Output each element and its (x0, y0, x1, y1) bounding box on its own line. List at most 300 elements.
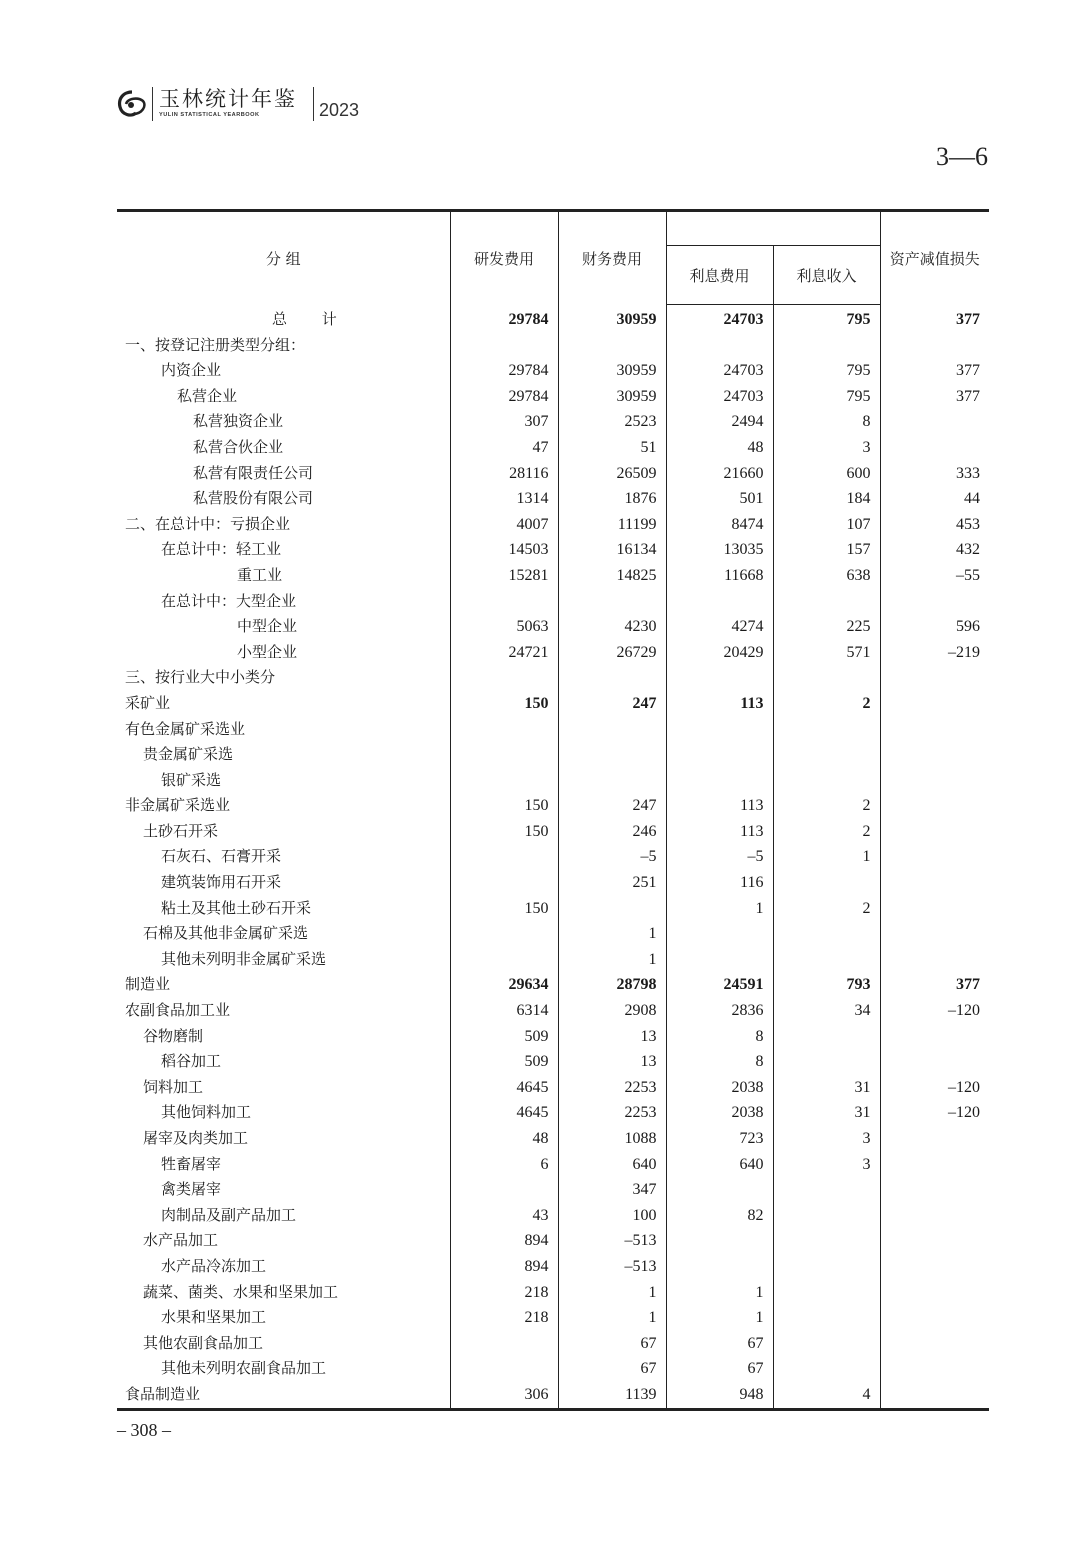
row-label: 石棉及其他非金属矿采选 (143, 924, 309, 943)
cell-value: 4230 (558, 614, 666, 640)
cell-value: 24591 (666, 972, 773, 998)
cell-value (773, 768, 880, 794)
cell-value: 3 (773, 1126, 880, 1152)
col-header-finance: 财务费用 (558, 211, 666, 305)
cell-value (450, 768, 558, 794)
cell-value: 67 (666, 1356, 773, 1382)
table-row (117, 461, 989, 487)
row-label: 禽类屠宰 (161, 1180, 222, 1199)
cell-value (773, 870, 880, 896)
row-label: 牲畜屠宰 (161, 1154, 222, 1173)
cell-value: –5 (558, 844, 666, 870)
row-label: 中型企业 (237, 617, 298, 636)
row-label: 重工业 (237, 565, 283, 584)
cell-value (773, 1024, 880, 1050)
cell-value: 2836 (666, 998, 773, 1024)
cell-value (880, 1049, 989, 1075)
cell-value: 2 (773, 691, 880, 717)
cell-value: 2 (773, 793, 880, 819)
cell-value (666, 1228, 773, 1254)
cell-value: 247 (558, 793, 666, 819)
cell-value: 14825 (558, 563, 666, 589)
table-row (117, 384, 989, 410)
cell-value: 1139 (558, 1382, 666, 1409)
cell-value (880, 768, 989, 794)
row-label: 稻谷加工 (161, 1052, 222, 1071)
table-row (117, 819, 989, 845)
cell-value: –5 (666, 844, 773, 870)
table-row (117, 1254, 989, 1280)
cell-value: 1 (558, 947, 666, 973)
cell-value: 251 (558, 870, 666, 896)
row-label: 水果和坚果加工 (161, 1308, 267, 1327)
cell-value: –120 (880, 998, 989, 1024)
cell-value: –513 (558, 1228, 666, 1254)
cell-value: 1 (558, 921, 666, 947)
table-row (117, 1024, 989, 1050)
cell-value: 14503 (450, 537, 558, 563)
cell-value: 793 (773, 972, 880, 998)
cell-value (880, 665, 989, 691)
cell-value: 5063 (450, 614, 558, 640)
cell-value (773, 1331, 880, 1357)
cell-value: 184 (773, 486, 880, 512)
cell-value: 13 (558, 1049, 666, 1075)
row-label: 制造业 (125, 975, 171, 994)
cell-value: 15281 (450, 563, 558, 589)
cell-value: 3 (773, 435, 880, 461)
cell-value (773, 333, 880, 359)
cell-value: 28798 (558, 972, 666, 998)
cell-value: 509 (450, 1049, 558, 1075)
cell-value: 638 (773, 563, 880, 589)
cell-value (880, 717, 989, 743)
row-label: 私营有限责任公司 (193, 463, 314, 482)
cell-value: 26509 (558, 461, 666, 487)
cell-value: 894 (450, 1228, 558, 1254)
row-label: 其他未列明农副食品加工 (161, 1359, 327, 1378)
cell-value: –55 (880, 563, 989, 589)
cell-value: 2253 (558, 1075, 666, 1101)
cell-value (450, 870, 558, 896)
row-label: 三、按行业大中小类分 (125, 668, 276, 687)
cell-value: 2038 (666, 1075, 773, 1101)
cell-value (666, 921, 773, 947)
table-row (117, 1126, 989, 1152)
cell-value (880, 844, 989, 870)
table-row (117, 589, 989, 615)
cell-value: 150 (450, 691, 558, 717)
yearbook-year: 2023 (313, 87, 359, 121)
row-label: 在总计中：大型企业 (161, 591, 297, 610)
cell-value (880, 409, 989, 435)
cell-value: 347 (558, 1177, 666, 1203)
row-label: 蔬菜、菌类、水果和坚果加工 (143, 1282, 339, 1301)
cell-value: –513 (558, 1254, 666, 1280)
cell-value: 20429 (666, 640, 773, 666)
row-label: 银矿采选 (161, 770, 222, 789)
col-header-interest-inc: 利息收入 (773, 246, 880, 305)
cell-value: 2 (773, 896, 880, 922)
page-header (116, 84, 359, 124)
cell-value: 24703 (666, 358, 773, 384)
table-row (117, 896, 989, 922)
row-label: 非金属矿采选业 (125, 796, 231, 815)
cell-value (666, 589, 773, 615)
cell-value (880, 1126, 989, 1152)
cell-value (450, 333, 558, 359)
row-label: 农副食品加工业 (125, 1001, 231, 1020)
cell-value: 11668 (666, 563, 773, 589)
cell-value: 30959 (558, 384, 666, 410)
cell-value (773, 1305, 880, 1331)
row-label: 饲料加工 (143, 1077, 204, 1096)
cell-value: 2 (773, 819, 880, 845)
cell-value (773, 717, 880, 743)
row-label: 有色金属矿采选业 (125, 719, 246, 738)
table-row (117, 1075, 989, 1101)
data-table (117, 209, 989, 1411)
cell-value: 150 (450, 819, 558, 845)
yearbook-logo-icon (116, 89, 148, 119)
cell-value: 501 (666, 486, 773, 512)
row-label: 一、按登记注册类型分组： (125, 335, 306, 354)
cell-value: 377 (880, 358, 989, 384)
cell-value: 113 (666, 691, 773, 717)
row-label: 在总计中：轻工业 (161, 540, 282, 559)
row-label: 粘土及其他土砂石开采 (161, 898, 312, 917)
table-row (117, 640, 989, 666)
row-label: 采矿业 (125, 693, 171, 712)
row-label: 肉制品及副产品加工 (161, 1205, 297, 1224)
cell-value (450, 717, 558, 743)
cell-value: 640 (558, 1152, 666, 1178)
row-label: 内资企业 (161, 361, 222, 380)
cell-value: 1 (558, 1305, 666, 1331)
cell-value (450, 921, 558, 947)
cell-value: 8474 (666, 512, 773, 538)
cell-value: 67 (558, 1331, 666, 1357)
table-row (117, 665, 989, 691)
cell-value: 16134 (558, 537, 666, 563)
cell-value (880, 793, 989, 819)
cell-value: 1 (666, 1280, 773, 1306)
table-number: 3—6 (936, 142, 988, 171)
cell-value (450, 1356, 558, 1382)
cell-value (558, 742, 666, 768)
row-label: 私营合伙企业 (193, 437, 284, 456)
cell-value: 150 (450, 793, 558, 819)
cell-value (773, 947, 880, 973)
cell-value: 82 (666, 1203, 773, 1229)
cell-value: 100 (558, 1203, 666, 1229)
cell-value: 795 (773, 305, 880, 333)
table-row (117, 998, 989, 1024)
cell-value: 48 (666, 435, 773, 461)
table-row (117, 717, 989, 743)
cell-value (880, 947, 989, 973)
cell-value: –219 (880, 640, 989, 666)
cell-value (558, 768, 666, 794)
page-number: – 308 – (117, 1420, 171, 1440)
cell-value (666, 717, 773, 743)
cell-value (773, 1177, 880, 1203)
cell-value: 29784 (450, 384, 558, 410)
cell-value: 28116 (450, 461, 558, 487)
cell-value: 29784 (450, 305, 558, 333)
cell-value: 6 (450, 1152, 558, 1178)
row-label: 谷物磨制 (143, 1026, 204, 1045)
cell-value: 29784 (450, 358, 558, 384)
cell-value: 1314 (450, 486, 558, 512)
row-label: 其他农副食品加工 (143, 1333, 264, 1352)
cell-value: 113 (666, 793, 773, 819)
data-table-wrap (117, 209, 989, 1411)
table-row (117, 537, 989, 563)
table-row (117, 1100, 989, 1126)
table-row (117, 305, 989, 333)
cell-value: 11199 (558, 512, 666, 538)
cell-value (773, 1203, 880, 1229)
cell-value: 432 (880, 537, 989, 563)
table-body (117, 305, 989, 1410)
cell-value (773, 742, 880, 768)
cell-value (880, 1356, 989, 1382)
row-label: 石灰石、石膏开采 (161, 847, 282, 866)
cell-value: 1 (666, 1305, 773, 1331)
cell-value (773, 1049, 880, 1075)
cell-value: 4274 (666, 614, 773, 640)
cell-value (880, 742, 989, 768)
col-header-impairment: 资产减值损失 (880, 211, 989, 305)
row-label: 其他未列明非金属矿采选 (161, 949, 327, 968)
cell-value: 225 (773, 614, 880, 640)
cell-value: 1 (558, 1280, 666, 1306)
cell-value: 24703 (666, 305, 773, 333)
cell-value: 2494 (666, 409, 773, 435)
col-header-group: 分 组 (117, 211, 450, 305)
cell-value (880, 1305, 989, 1331)
cell-value: 377 (880, 305, 989, 333)
cell-value: 4645 (450, 1075, 558, 1101)
cell-value: 2908 (558, 998, 666, 1024)
row-label: 私营股份有限公司 (193, 489, 314, 508)
cell-value: 246 (558, 819, 666, 845)
cell-value: 29634 (450, 972, 558, 998)
cell-value (773, 589, 880, 615)
cell-value: 509 (450, 1024, 558, 1050)
cell-value: 48 (450, 1126, 558, 1152)
cell-value: 306 (450, 1382, 558, 1409)
cell-value: 34 (773, 998, 880, 1024)
cell-value (450, 1331, 558, 1357)
row-label: 贵金属矿采选 (143, 745, 234, 764)
cell-value: 2523 (558, 409, 666, 435)
table-row (117, 691, 989, 717)
table-row (117, 1049, 989, 1075)
table-row (117, 1356, 989, 1382)
table-row (117, 768, 989, 794)
row-label: 水产品冷冻加工 (161, 1256, 267, 1275)
row-label: 私营独资企业 (193, 412, 284, 431)
table-row (117, 1305, 989, 1331)
table-row (117, 1280, 989, 1306)
row-label: 二、在总计中：亏损企业 (125, 514, 291, 533)
table-row (117, 435, 989, 461)
cell-value: 1088 (558, 1126, 666, 1152)
cell-value: 157 (773, 537, 880, 563)
cell-value (450, 844, 558, 870)
cell-value: 24703 (666, 384, 773, 410)
cell-value: 44 (880, 486, 989, 512)
row-label: 食品制造业 (117, 1382, 450, 1409)
row-label: 私营企业 (177, 386, 238, 405)
cell-value: 13 (558, 1024, 666, 1050)
cell-value: 21660 (666, 461, 773, 487)
cell-value: 26729 (558, 640, 666, 666)
cell-value: 1 (773, 844, 880, 870)
cell-value: 453 (880, 512, 989, 538)
table-row (117, 1228, 989, 1254)
cell-value: 4007 (450, 512, 558, 538)
cell-value: 1876 (558, 486, 666, 512)
table-row (117, 563, 989, 589)
cell-value: 600 (773, 461, 880, 487)
cell-value (773, 1254, 880, 1280)
table-row (117, 1203, 989, 1229)
cell-value: 1 (666, 896, 773, 922)
table-row (117, 333, 989, 359)
cell-value (880, 1152, 989, 1178)
cell-value: 67 (666, 1331, 773, 1357)
cell-value: 4 (773, 1382, 880, 1409)
cell-value (558, 717, 666, 743)
cell-value: 113 (666, 819, 773, 845)
cell-value: 8 (666, 1049, 773, 1075)
cell-value (450, 947, 558, 973)
cell-value: 30959 (558, 305, 666, 333)
cell-value: 4645 (450, 1100, 558, 1126)
yearbook-title (152, 87, 309, 121)
cell-value: –120 (880, 1075, 989, 1101)
table-row (117, 512, 989, 538)
table-row (117, 358, 989, 384)
cell-value (880, 435, 989, 461)
cell-value (558, 665, 666, 691)
cell-value: 47 (450, 435, 558, 461)
table-row (117, 793, 989, 819)
table-row (117, 1382, 989, 1409)
col-header-rd: 研发费用 (450, 211, 558, 305)
cell-value: 795 (773, 358, 880, 384)
cell-value: 8 (773, 409, 880, 435)
cell-value (558, 896, 666, 922)
cell-value (773, 1280, 880, 1306)
cell-value: 30959 (558, 358, 666, 384)
cell-value: 2038 (666, 1100, 773, 1126)
cell-value: 24721 (450, 640, 558, 666)
table-row (117, 870, 989, 896)
cell-value (666, 742, 773, 768)
cell-value: 247 (558, 691, 666, 717)
row-label: 水产品加工 (143, 1231, 219, 1250)
cell-value: 51 (558, 435, 666, 461)
cell-value (666, 947, 773, 973)
table-row (117, 921, 989, 947)
cell-value (880, 921, 989, 947)
cell-value (450, 589, 558, 615)
cell-value (558, 589, 666, 615)
col-header-finance-sub-blank (666, 211, 773, 246)
cell-value (880, 1280, 989, 1306)
table-row (117, 1331, 989, 1357)
title-cn: 玉林统计年鉴 (159, 87, 297, 111)
cell-value (666, 333, 773, 359)
table-row (117, 947, 989, 973)
cell-value: 333 (880, 461, 989, 487)
cell-value: 67 (558, 1356, 666, 1382)
cell-value (880, 589, 989, 615)
row-label: 其他饲料加工 (161, 1103, 252, 1122)
cell-value: 13035 (666, 537, 773, 563)
cell-value: 8 (666, 1024, 773, 1050)
cell-value (880, 870, 989, 896)
cell-value: 894 (450, 1254, 558, 1280)
cell-value (880, 1024, 989, 1050)
row-label: 土砂石开采 (143, 821, 219, 840)
cell-value (880, 691, 989, 717)
row-label: 屠宰及肉类加工 (143, 1129, 249, 1147)
cell-value: 116 (666, 870, 773, 896)
table-row (117, 972, 989, 998)
cell-value (880, 1228, 989, 1254)
cell-value (880, 1331, 989, 1357)
col-header-finance-sub-blank-2 (773, 211, 880, 246)
cell-value (880, 1177, 989, 1203)
cell-value: 307 (450, 409, 558, 435)
cell-value: 31 (773, 1100, 880, 1126)
cell-value (880, 1203, 989, 1229)
title-en: YULIN STATISTICAL YEARBOOK (159, 112, 260, 118)
cell-value (880, 819, 989, 845)
cell-value: 218 (450, 1305, 558, 1331)
table-row (117, 1152, 989, 1178)
cell-value (558, 333, 666, 359)
cell-value (773, 921, 880, 947)
row-label: 建筑装饰用石开采 (161, 873, 282, 892)
cell-value (880, 896, 989, 922)
cell-value: 795 (773, 384, 880, 410)
cell-value: 723 (666, 1126, 773, 1152)
cell-value (773, 1228, 880, 1254)
table-row (117, 844, 989, 870)
table-row (117, 486, 989, 512)
col-header-interest-exp: 利息费用 (666, 246, 773, 305)
cell-value (773, 665, 880, 691)
cell-value: 948 (666, 1382, 773, 1409)
cell-value: 596 (880, 614, 989, 640)
cell-value: 107 (773, 512, 880, 538)
cell-value: 377 (880, 972, 989, 998)
row-label: 总 计 (272, 309, 337, 328)
cell-value: 3 (773, 1152, 880, 1178)
cell-value: 2253 (558, 1100, 666, 1126)
cell-value: 6314 (450, 998, 558, 1024)
cell-value (666, 1177, 773, 1203)
cell-value (450, 1177, 558, 1203)
cell-value (880, 1254, 989, 1280)
cell-value (450, 665, 558, 691)
